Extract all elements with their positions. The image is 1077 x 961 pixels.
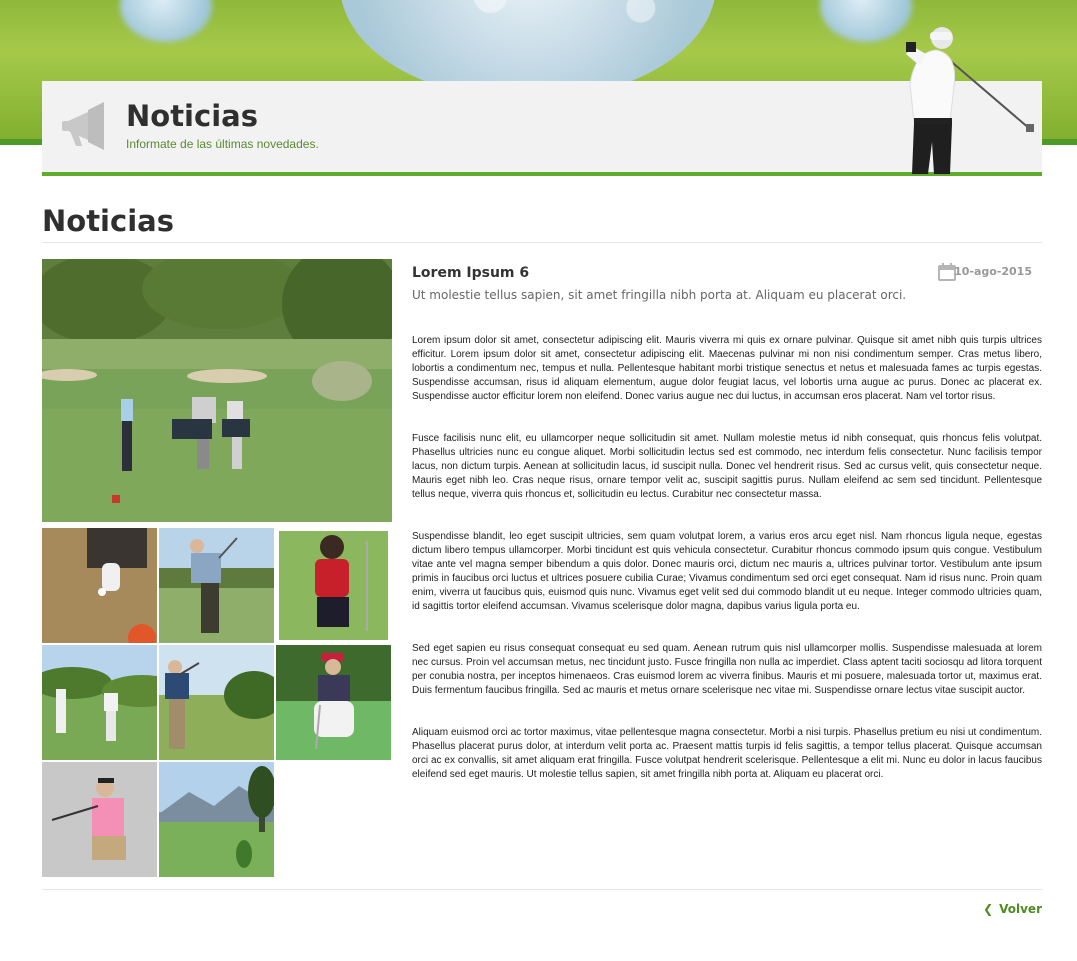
back-link[interactable] <box>983 902 1042 916</box>
article-paragraph: Sed eget sapien eu risus consequat consequat eu sed quam. Aenean rutrum quis nisl ullamcorper mollis. Suspendisse malesuada at lorem nec cursus. Proin vel accumsan metus, nec tincidunt justo. Fusce fringilla non nulla ac imperdiet. Class aptent taciti sociosqu ad litora torquent per conubia nostra, per inceptos himenaeos. Cras euismod lorem ac viverra finibus. Mauris et mi posuere, malesuada tortor ut, maximus erat. Duis fermentum faucibus fringilla. Sed ac mauris et metus ornare scelerisque nec vitae mi. Suspendisse ornare lectus vitae suscipit auctor. <box>412 643 1042 696</box>
ball-placement-photo[interactable] <box>42 528 157 643</box>
footer-divider <box>42 889 1042 890</box>
article-body <box>412 334 1042 810</box>
section-title: Noticias <box>42 204 174 238</box>
golf-ball-blur-left <box>120 0 212 42</box>
article-paragraph: Suspendisse blandit, leo eget suscipit ultricies, sem quam volutpat lorem, a varius eros arcu eget nisl. Nam rhoncus ligula neque, egestas dictum libero tempus ullamcorper. Morbi tincidunt est quis vehicula consectetur. Curabitur rhoncus commodo ipsum quis congue. Vestibulum vitae ante vel magna semper bibendum a quis dolor. Donec mauris orci, dictum nec mauris a, ultrices pulvinar tortor. Vestibulum ante ipsum primis in faucibus orci luctus et ultrices posuere cubilia Curae; Vivamus condimentum sed orci eget consequat. Nam id risus nunc. Proin quam enim, viverra ut faucibus quis, euismod quis nunc. Vivamus eget velit sed dui commodo blandit ut eu neque. Integer commodo ultricies quam, id sagittis tortor eleifend accumsan. Vivamus scelerisque dolor magna, dapibus varius ligula porta eu. <box>412 531 1042 612</box>
golfer-illustration <box>870 24 1040 174</box>
senior-golfer-swing-photo[interactable] <box>159 528 274 643</box>
header-subtitle: Informate de las últimas novedades. <box>126 137 319 151</box>
woman-crouching-green-photo[interactable] <box>276 645 391 760</box>
article-paragraph: Lorem ipsum dolor sit amet, consectetur adipiscing elit. Mauris viverra mi quis ex ornare pulvinar. Quisque sit amet nibh quis turpis ultrices efficitur. Lorem ipsum dolor sit amet, consectetur adipiscing elit. Maecenas pulvinar mi non nisi condimentum semper. Cras metus libero, lobortis a condimentum nec, tempus et nulla. Pellentesque habitant morbi tristique senectus et netus et malesuada fames ac turpis egestas. Suspendisse accumsan, risus id aliquam elementum, augue dolor feugiat lacus, vel lobortis urna augue ac purus. Donec ac placerat ex. Suspendisse auctor efficitur lorem non eleifend. Donec varius augue nec dui luctus, in accumsan eros placerat. Nam vel tortor risus. <box>412 335 1042 402</box>
article-paragraph: Fusce facilisis nunc elit, eu ullamcorper neque sollicitudin sit amet. Nullam molestie metus id nibh consequat, quis rhoncus felis volutpat. Phasellus ultricies nunc eu congue aliquet. Morbi sollicitudin lectus sed est commodo, nec interdum felis consectetur. Nunc facilisis tempor lacus, non dictum turpis. Aenean at sollicitudin lacus, id suscipit nulla. Donec vel hendrerit risus. Sed ac cursus velit, quis consectetur neque. Mauris eget nibh leo. Cras neque risus, ornare tempor velit ac, suscipit sagittis purus. Nullam eleifend ac sem sed tincidunt. Pellentesque tellus neque, viverra quis rhoncus et, sollicitudin eu lectus. Curabitur nec consectetur massa. <box>412 433 1042 500</box>
woman-swing-pink-photo[interactable] <box>42 762 157 877</box>
title-divider <box>42 242 1042 243</box>
header-title: Noticias <box>126 99 258 133</box>
back-label: Volver <box>999 902 1042 916</box>
mountain-course-photo[interactable] <box>159 762 274 877</box>
article-date: 10-ago-2015 <box>954 265 1032 278</box>
players-on-green-photo[interactable] <box>42 645 157 760</box>
article-lead: Ut molestie tellus sapien, sit amet fringilla nibh porta at. Aliquam eu placerat orci. <box>412 288 907 302</box>
golfer-follow-through-photo[interactable] <box>159 645 274 760</box>
golf-course-players-photo[interactable] <box>42 259 392 522</box>
article-paragraph: Aliquam euismod orci ac tortor maximus, vitae pellentesque magna consectetur. Morbi a nisi turpis. Phasellus pretium eu nisi ut condimentum. Phasellus placerat purus dolor, at interdum velit porta ac. Praesent mattis turpis id felis sagittis, a tempor tellus placerat. Quisque accumsan orci ac ex convallis, sit amet aliquam erat fringilla. Fusce volutpat hendrerit scelerisque. Pellentesque a elit mi. Nunc eu dolor in lacus faucibus eleifend sed eget mauris. Ut molestie tellus sapien, sit amet fringilla nibh porta at. Aliquam eu placerat orci. <box>412 727 1042 780</box>
megaphone-icon <box>58 98 114 154</box>
article-title: Lorem Ipsum 6 <box>412 265 530 281</box>
girl-red-sweater-photo[interactable] <box>276 528 391 643</box>
chevron-left-icon: ❮ <box>983 902 994 916</box>
